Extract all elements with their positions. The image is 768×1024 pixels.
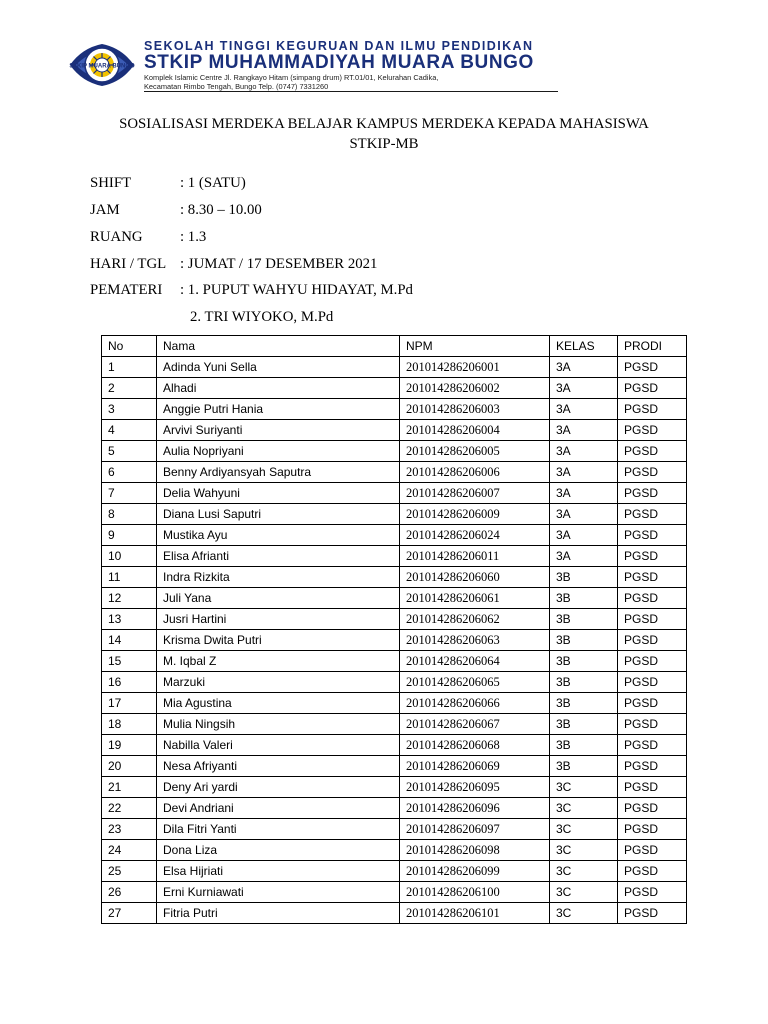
row-nama: Mulia Ningsih (157, 714, 400, 735)
row-npm: 201014286206067 (400, 714, 550, 735)
row-no: 6 (102, 462, 157, 483)
row-prodi: PGSD (618, 861, 687, 882)
row-no: 4 (102, 420, 157, 441)
row-npm: 201014286206063 (400, 630, 550, 651)
hari-label: HARI / TGL (90, 256, 167, 272)
shift-value: : 1 (SATU) (180, 175, 246, 191)
row-npm: 201014286206005 (400, 441, 550, 462)
table-row (102, 756, 687, 777)
row-no: 20 (102, 756, 157, 777)
header-npm: NPM (400, 336, 550, 357)
row-kelas: 3B (550, 651, 618, 672)
row-prodi: PGSD (618, 420, 687, 441)
document-subtitle: STKIP-MB (349, 136, 419, 152)
row-kelas: 3A (550, 525, 618, 546)
row-kelas: 3B (550, 756, 618, 777)
row-kelas: 3A (550, 546, 618, 567)
shift-label: SHIFT (90, 175, 132, 191)
row-kelas: 3A (550, 378, 618, 399)
row-npm: 201014286206097 (400, 819, 550, 840)
participant-table (101, 335, 687, 924)
pemateri-value-1: : 1. PUPUT WAHYU HIDAYAT, M.Pd (180, 282, 413, 298)
logo-ring-text: STKIP MUARA BUNGO (69, 63, 135, 70)
institution-block (144, 39, 558, 91)
row-kelas: 3A (550, 420, 618, 441)
row-npm: 201014286206007 (400, 483, 550, 504)
row-prodi: PGSD (618, 462, 687, 483)
table-row (102, 420, 687, 441)
institution-line1: SEKOLAH TINGGI KEGURUAN DAN ILMU PENDIDIKAN (144, 39, 534, 53)
row-npm: 201014286206024 (400, 525, 550, 546)
row-nama: Delia Wahyuni (157, 483, 400, 504)
table-row (102, 357, 687, 378)
row-kelas: 3C (550, 798, 618, 819)
table-row (102, 567, 687, 588)
row-prodi: PGSD (618, 441, 687, 462)
row-no: 13 (102, 609, 157, 630)
row-npm: 201014286206060 (400, 567, 550, 588)
letterhead-divider (144, 91, 558, 92)
row-nama: Anggie Putri Hania (157, 399, 400, 420)
row-no: 17 (102, 693, 157, 714)
table-row (102, 861, 687, 882)
table-row (102, 714, 687, 735)
table-row (102, 672, 687, 693)
row-no: 2 (102, 378, 157, 399)
row-no: 9 (102, 525, 157, 546)
row-nama: Nesa Afriyanti (157, 756, 400, 777)
row-npm: 201014286206098 (400, 840, 550, 861)
row-kelas: 3B (550, 672, 618, 693)
table-row (102, 441, 687, 462)
row-kelas: 3B (550, 609, 618, 630)
row-kelas: 3B (550, 630, 618, 651)
row-nama: Dila Fitri Yanti (157, 819, 400, 840)
table-row (102, 504, 687, 525)
row-npm: 201014286206068 (400, 735, 550, 756)
row-kelas: 3B (550, 714, 618, 735)
header-prodi: PRODI (618, 336, 687, 357)
row-prodi: PGSD (618, 693, 687, 714)
row-no: 3 (102, 399, 157, 420)
row-nama: Jusri Hartini (157, 609, 400, 630)
row-npm: 201014286206100 (400, 882, 550, 903)
jam-label: JAM (90, 202, 120, 218)
institution-name: STKIP MUHAMMADIYAH MUARA BUNGO (144, 52, 534, 73)
row-prodi: PGSD (618, 588, 687, 609)
table-row (102, 483, 687, 504)
row-prodi: PGSD (618, 630, 687, 651)
row-no: 12 (102, 588, 157, 609)
row-prodi: PGSD (618, 819, 687, 840)
row-npm: 201014286206062 (400, 609, 550, 630)
table-row (102, 651, 687, 672)
letterhead (66, 38, 558, 92)
row-kelas: 3C (550, 882, 618, 903)
row-npm: 201014286206002 (400, 378, 550, 399)
row-npm: 201014286206065 (400, 672, 550, 693)
row-npm: 201014286206069 (400, 756, 550, 777)
table-row (102, 588, 687, 609)
table-row (102, 462, 687, 483)
document-title: SOSIALISASI MERDEKA BELAJAR KAMPUS MERDEKA KEPADA MAHASISWA (119, 116, 649, 132)
row-no: 19 (102, 735, 157, 756)
row-kelas: 3B (550, 567, 618, 588)
row-prodi: PGSD (618, 399, 687, 420)
row-nama: Alhadi (157, 378, 400, 399)
institution-address-line1: Komplek Islamic Centre Jl. Rangkayo Hitam (simpang drum) RT.01/01, Kelurahan Cadika, (144, 73, 439, 82)
table-row (102, 630, 687, 651)
row-no: 1 (102, 357, 157, 378)
stkip-logo (66, 38, 138, 92)
row-nama: Benny Ardiyansyah Saputra (157, 462, 400, 483)
row-no: 8 (102, 504, 157, 525)
table-row (102, 693, 687, 714)
row-prodi: PGSD (618, 504, 687, 525)
table-header-row (102, 336, 687, 357)
row-npm: 201014286206003 (400, 399, 550, 420)
row-kelas: 3C (550, 903, 618, 924)
row-kelas: 3A (550, 504, 618, 525)
table-row (102, 546, 687, 567)
row-npm: 201014286206011 (400, 546, 550, 567)
table-body (102, 357, 687, 924)
row-no: 22 (102, 798, 157, 819)
row-kelas: 3B (550, 588, 618, 609)
row-prodi: PGSD (618, 546, 687, 567)
row-nama: Juli Yana (157, 588, 400, 609)
row-kelas: 3C (550, 777, 618, 798)
row-no: 27 (102, 903, 157, 924)
row-nama: Erni Kurniawati (157, 882, 400, 903)
row-no: 26 (102, 882, 157, 903)
row-nama: Nabilla Valeri (157, 735, 400, 756)
row-npm: 201014286206066 (400, 693, 550, 714)
row-no: 21 (102, 777, 157, 798)
row-prodi: PGSD (618, 672, 687, 693)
row-prodi: PGSD (618, 840, 687, 861)
row-no: 5 (102, 441, 157, 462)
row-prodi: PGSD (618, 357, 687, 378)
row-prodi: PGSD (618, 378, 687, 399)
row-nama: Arvivi Suriyanti (157, 420, 400, 441)
row-kelas: 3A (550, 441, 618, 462)
table-row (102, 903, 687, 924)
table-row (102, 819, 687, 840)
row-nama: Mia Agustina (157, 693, 400, 714)
row-no: 16 (102, 672, 157, 693)
row-nama: Adinda Yuni Sella (157, 357, 400, 378)
row-nama: Fitria Putri (157, 903, 400, 924)
row-nama: Indra Rizkita (157, 567, 400, 588)
row-nama: Krisma Dwita Putri (157, 630, 400, 651)
row-kelas: 3A (550, 399, 618, 420)
header-kelas: KELAS (550, 336, 618, 357)
row-prodi: PGSD (618, 903, 687, 924)
table-row (102, 882, 687, 903)
pemateri-label: PEMATERI (90, 282, 163, 298)
row-kelas: 3C (550, 840, 618, 861)
row-npm: 201014286206006 (400, 462, 550, 483)
row-nama: Elisa Afrianti (157, 546, 400, 567)
row-npm: 201014286206101 (400, 903, 550, 924)
row-kelas: 3A (550, 483, 618, 504)
row-kelas: 3B (550, 735, 618, 756)
header-no: No (102, 336, 157, 357)
row-no: 24 (102, 840, 157, 861)
row-nama: Elsa Hijriati (157, 861, 400, 882)
row-kelas: 3A (550, 357, 618, 378)
row-no: 25 (102, 861, 157, 882)
institution-address-line2: Kecamatan Rimbo Tengah, Bungo Telp. (0747) 7331260 (144, 82, 329, 91)
table-row (102, 840, 687, 861)
ruang-value: : 1.3 (180, 229, 207, 245)
row-prodi: PGSD (618, 567, 687, 588)
table-row (102, 378, 687, 399)
table-row (102, 735, 687, 756)
row-npm: 201014286206064 (400, 651, 550, 672)
row-npm: 201014286206096 (400, 798, 550, 819)
row-prodi: PGSD (618, 525, 687, 546)
row-no: 23 (102, 819, 157, 840)
table-row (102, 798, 687, 819)
row-prodi: PGSD (618, 882, 687, 903)
row-no: 14 (102, 630, 157, 651)
table-row (102, 777, 687, 798)
row-kelas: 3B (550, 693, 618, 714)
row-no: 7 (102, 483, 157, 504)
ruang-label: RUANG (90, 229, 143, 245)
row-nama: Aulia Nopriyani (157, 441, 400, 462)
row-no: 15 (102, 651, 157, 672)
row-npm: 201014286206001 (400, 357, 550, 378)
jam-value: : 8.30 – 10.00 (180, 202, 262, 218)
row-npm: 201014286206004 (400, 420, 550, 441)
row-npm: 201014286206061 (400, 588, 550, 609)
row-no: 18 (102, 714, 157, 735)
row-no: 11 (102, 567, 157, 588)
row-prodi: PGSD (618, 777, 687, 798)
row-prodi: PGSD (618, 651, 687, 672)
row-npm: 201014286206095 (400, 777, 550, 798)
table-row (102, 609, 687, 630)
row-prodi: PGSD (618, 483, 687, 504)
row-nama: Diana Lusi Saputri (157, 504, 400, 525)
row-npm: 201014286206099 (400, 861, 550, 882)
row-nama: Marzuki (157, 672, 400, 693)
row-nama: Deny Ari yardi (157, 777, 400, 798)
table-row (102, 399, 687, 420)
row-prodi: PGSD (618, 609, 687, 630)
row-kelas: 3C (550, 819, 618, 840)
row-nama: M. Iqbal Z (157, 651, 400, 672)
hari-value: : JUMAT / 17 DESEMBER 2021 (180, 256, 378, 272)
pemateri-value-2: 2. TRI WIYOKO, M.Pd (190, 309, 334, 325)
row-no: 10 (102, 546, 157, 567)
row-npm: 201014286206009 (400, 504, 550, 525)
row-nama: Devi Andriani (157, 798, 400, 819)
header-nama: Nama (157, 336, 400, 357)
row-prodi: PGSD (618, 756, 687, 777)
row-nama: Dona Liza (157, 840, 400, 861)
table-row (102, 525, 687, 546)
row-nama: Mustika Ayu (157, 525, 400, 546)
row-prodi: PGSD (618, 714, 687, 735)
row-kelas: 3C (550, 861, 618, 882)
row-prodi: PGSD (618, 798, 687, 819)
row-kelas: 3A (550, 462, 618, 483)
row-prodi: PGSD (618, 735, 687, 756)
